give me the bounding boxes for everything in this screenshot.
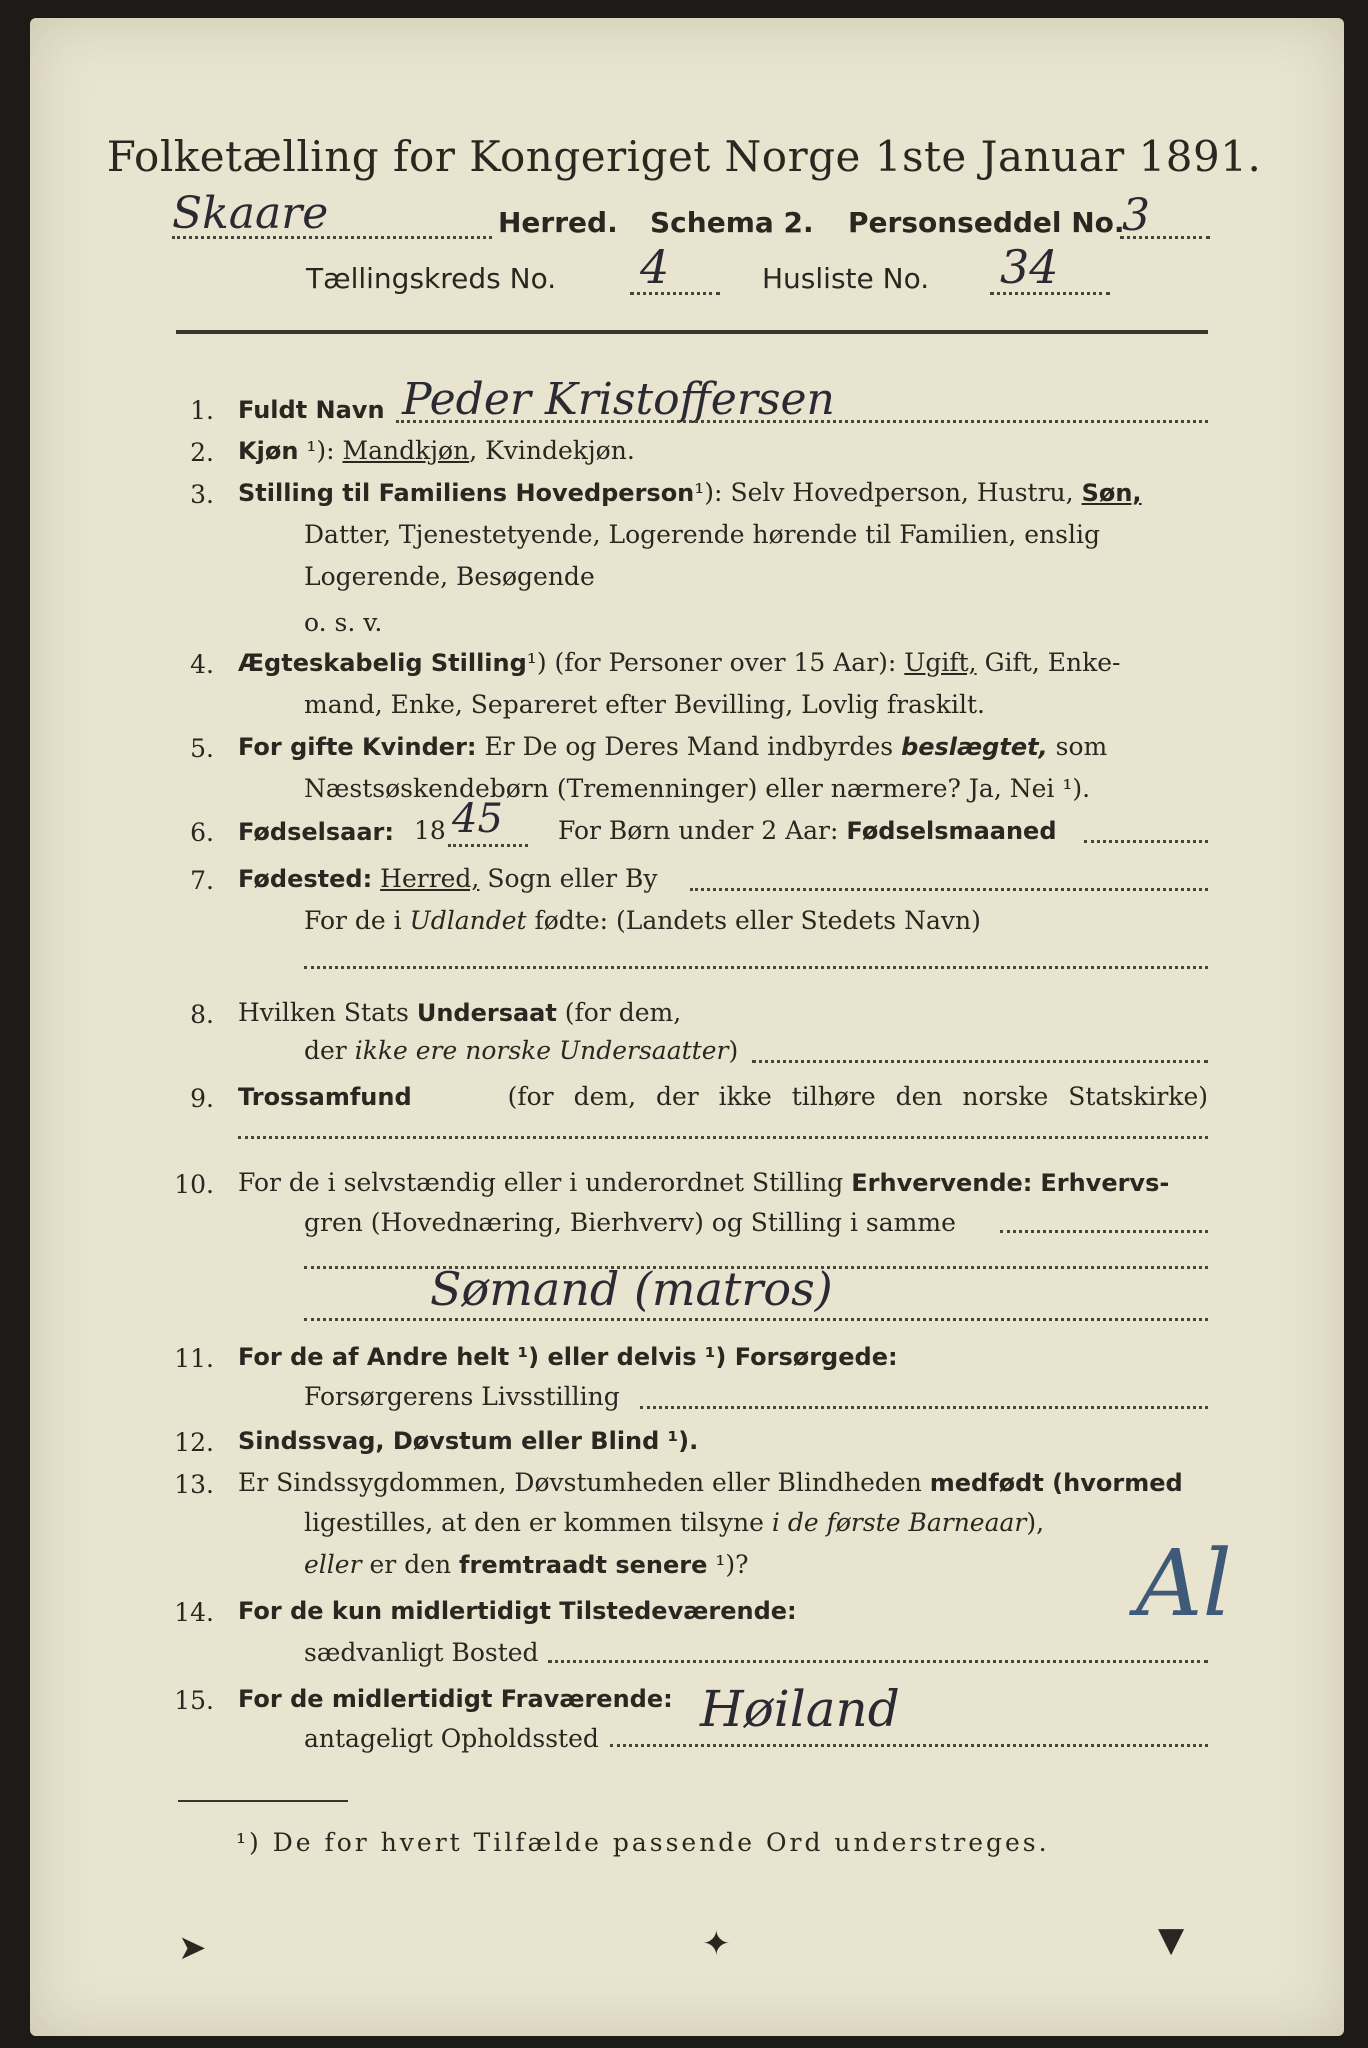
- item-3-line-2: Datter, Tjenestetyende, Logerende hørende til Familien, enslig: [304, 520, 1101, 549]
- item-13-line-2: [304, 1506, 1044, 1540]
- kreds-dotline: [630, 292, 720, 295]
- item-15-line-2: antageligt Opholdssted: [304, 1724, 599, 1753]
- item-4-line-1: [238, 646, 1120, 680]
- item-3-line-3: Logerende, Besøgende: [304, 562, 595, 591]
- item-8-text-1b: Undersaat: [416, 999, 557, 1027]
- item-10-text-1c: Erhvervs-: [1040, 1169, 1170, 1197]
- item-7-dotline-2: [304, 966, 1208, 969]
- item-5-text-1b: beslægtet,: [901, 733, 1048, 761]
- item-13-text-3b: er den: [369, 1550, 452, 1579]
- item-13-text-3a: eller: [304, 1550, 362, 1579]
- item-6-month-dotline: [1084, 840, 1208, 843]
- item-6-rest-bold: Fødselsmaaned: [846, 817, 1057, 845]
- item-8-text-2b: ikke ere norske Undersaatter: [354, 1036, 729, 1065]
- item-12-number: 12.: [174, 1428, 214, 1457]
- footnote: ¹) De for hvert Tilfælde passende Ord understreges.: [236, 1828, 1050, 1857]
- kreds-value: 4: [640, 240, 670, 294]
- husliste-label: Husliste No.: [762, 262, 930, 295]
- kreds-label: Tællingskreds No.: [306, 262, 557, 295]
- item-4-sup: ¹): [526, 648, 547, 677]
- item-7-line-1: [238, 862, 658, 896]
- item-9-dotline: [238, 1136, 1208, 1139]
- herred-dotline: [172, 236, 492, 239]
- item-14-dotline: [548, 1660, 1208, 1663]
- item-15-value: Høiland: [700, 1680, 900, 1738]
- item-11-number: 11.: [174, 1344, 214, 1373]
- item-13-line-1: [238, 1466, 1183, 1500]
- item-13-text-2c: ),: [1026, 1508, 1045, 1537]
- item-14-number: 14.: [174, 1598, 214, 1627]
- item-8-text-2c: ): [728, 1036, 739, 1065]
- item-4-line-2: mand, Enke, Separeret efter Bevilling, Lovlig fraskilt.: [304, 690, 985, 719]
- item-10-value: Sømand (matros): [430, 1262, 833, 1316]
- item-6-dotline: [448, 844, 528, 847]
- item-7-text-2a: For de i: [304, 906, 402, 935]
- item-4-text-1c: Gift, Enke-: [984, 648, 1121, 677]
- item-3-sup: ¹):: [694, 478, 723, 507]
- item-13-text-2a: ligestilles, at den er kommen tilsyne: [304, 1508, 764, 1537]
- item-10-line-2: gren (Hovednæring, Bierhverv) og Stilling i samme: [304, 1208, 956, 1237]
- item-1-label: Fuldt Navn: [238, 396, 385, 424]
- item-2-line: [238, 434, 635, 468]
- registration-mark-center: ✦: [702, 1924, 731, 1964]
- item-2-option-mandkjon: Mandkjøn: [342, 436, 470, 465]
- item-14-line-2: sædvanligt Bosted: [304, 1638, 539, 1667]
- item-7-option-herred: Herred,: [380, 864, 480, 893]
- item-8-text-1c: (for dem,: [564, 998, 682, 1027]
- item-7-line-2: [304, 904, 981, 938]
- item-3-text-1a: Selv Hovedperson, Hustru,: [730, 478, 1074, 507]
- item-2-rest: , Kvindekjøn.: [469, 436, 635, 465]
- item-13-text-1b: medfødt (hvormed: [929, 1469, 1183, 1497]
- item-10-number: 10.: [174, 1170, 214, 1199]
- item-1-value: Peder Kristoffersen: [402, 374, 835, 425]
- item-6-value: 45: [452, 796, 503, 842]
- item-2-label: Kjøn: [238, 437, 299, 465]
- schema-label: Schema 2.: [650, 206, 814, 239]
- item-8-number: 8.: [190, 1000, 214, 1029]
- registration-mark-left: ➤: [178, 1928, 207, 1968]
- item-2-sup: ¹):: [306, 436, 335, 465]
- item-13-line-3: [304, 1548, 749, 1582]
- item-3-label: Stilling til Familiens Hovedperson: [238, 479, 695, 507]
- item-10-text-1b: Erhvervende:: [851, 1169, 1033, 1197]
- item-6-prefix: 18: [414, 816, 446, 845]
- item-11-line-2: Forsørgerens Livsstilling: [304, 1382, 620, 1411]
- item-4-text-1a: (for Personer over 15 Aar):: [554, 648, 897, 677]
- item-7-text-2b: Udlandet: [409, 906, 527, 935]
- margin-mark: Al: [1136, 1530, 1232, 1637]
- item-1-number: 1.: [190, 396, 214, 425]
- item-5-label: For gifte Kvinder:: [238, 733, 477, 761]
- item-1-dotline: [396, 420, 1208, 423]
- item-4-label: Ægteskabelig Stilling: [238, 649, 527, 677]
- herred-value: Skaare: [172, 188, 329, 239]
- item-12-line: Sindssvag, Døvstum eller Blind ¹).: [238, 1427, 699, 1455]
- item-9-number: 9.: [190, 1084, 214, 1113]
- item-9-line: [238, 1080, 1208, 1114]
- item-6-rest-line: [558, 814, 1057, 848]
- registration-mark-right: ▼: [1158, 1920, 1185, 1960]
- item-5-text-1c: som: [1055, 732, 1108, 761]
- item-10-dotline-1: [1000, 1230, 1208, 1233]
- item-13-text-2b: i de første Barneaar: [771, 1508, 1027, 1537]
- item-8-text-1a: Hvilken Stats: [238, 998, 409, 1027]
- item-11-line-1: For de af Andre helt ¹) eller delvis ¹) Forsørgede:: [238, 1343, 898, 1371]
- item-10-line-1: [238, 1166, 1169, 1200]
- form-title: Folketælling for Kongeriget Norge 1ste Januar 1891.: [106, 132, 1262, 181]
- item-5-number: 5.: [190, 734, 214, 763]
- item-13-text-3c: fremtraadt senere: [459, 1551, 708, 1579]
- item-7-number: 7.: [190, 866, 214, 895]
- item-6-rest: For Børn under 2 Aar:: [558, 816, 839, 845]
- item-5-line-2: Næstsøskendebørn (Tremenninger) eller nærmere? Ja, Nei ¹).: [304, 774, 1091, 803]
- item-8-line-2: [304, 1034, 738, 1068]
- item-13-text-1a: Er Sindssygdommen, Døvstumheden eller Blindheden: [238, 1468, 922, 1497]
- item-8-text-2a: der: [304, 1036, 347, 1065]
- item-14-line-1: For de kun midlertidigt Tilstedeværende:: [238, 1597, 797, 1625]
- item-2-number: 2.: [190, 438, 214, 467]
- item-3-option-son: Søn,: [1081, 479, 1142, 507]
- husliste-dotline: [990, 292, 1110, 295]
- personseddel-dotline: [1120, 236, 1210, 239]
- item-4-number: 4.: [190, 650, 214, 679]
- item-13-text-3d: ¹)?: [715, 1550, 749, 1579]
- item-3-number: 3.: [190, 480, 214, 509]
- item-7-rest: Sogn eller By: [487, 864, 658, 893]
- census-form-sheet: [30, 18, 1344, 2036]
- item-11-dotline: [640, 1406, 1208, 1409]
- item-10-text-1a: For de i selvstændig eller i underordnet Stilling: [238, 1168, 844, 1197]
- item-15-number: 15.: [174, 1686, 214, 1715]
- item-3-line-4: o. s. v.: [304, 608, 383, 637]
- item-4-option-ugift: Ugift,: [904, 648, 977, 677]
- item-7-text-2c: fødte: (Landets eller Stedets Navn): [534, 906, 981, 935]
- item-6-label: Fødselsaar:: [238, 818, 394, 846]
- item-9-label: Trossamfund: [238, 1083, 412, 1111]
- item-7-label: Fødested:: [238, 865, 373, 893]
- herred-label: Herred.: [498, 206, 618, 239]
- item-5-line-1: [238, 730, 1107, 764]
- item-7-dotline-1: [690, 888, 1208, 891]
- item-15-dotline: [610, 1744, 1208, 1747]
- item-8-dotline: [752, 1060, 1208, 1063]
- footnote-rule: [178, 1800, 348, 1802]
- header-rule: [176, 330, 1208, 334]
- personseddel-label: Personseddel No.: [848, 206, 1125, 239]
- item-6-number: 6.: [190, 818, 214, 847]
- item-9-rest: (for dem, der ikke tilhøre den norske Statskirke): [507, 1082, 1208, 1111]
- item-15-line-1: For de midlertidigt Fraværende:: [238, 1685, 673, 1713]
- item-8-line-1: [238, 996, 681, 1030]
- husliste-value: 34: [1000, 240, 1059, 294]
- item-5-text-1a: Er De og Deres Mand indbyrdes: [484, 732, 894, 761]
- item-10-dotline-3: [304, 1318, 1208, 1321]
- item-3-line-1: [238, 476, 1142, 510]
- personseddel-value: 3: [1122, 190, 1150, 241]
- item-13-number: 13.: [174, 1470, 214, 1499]
